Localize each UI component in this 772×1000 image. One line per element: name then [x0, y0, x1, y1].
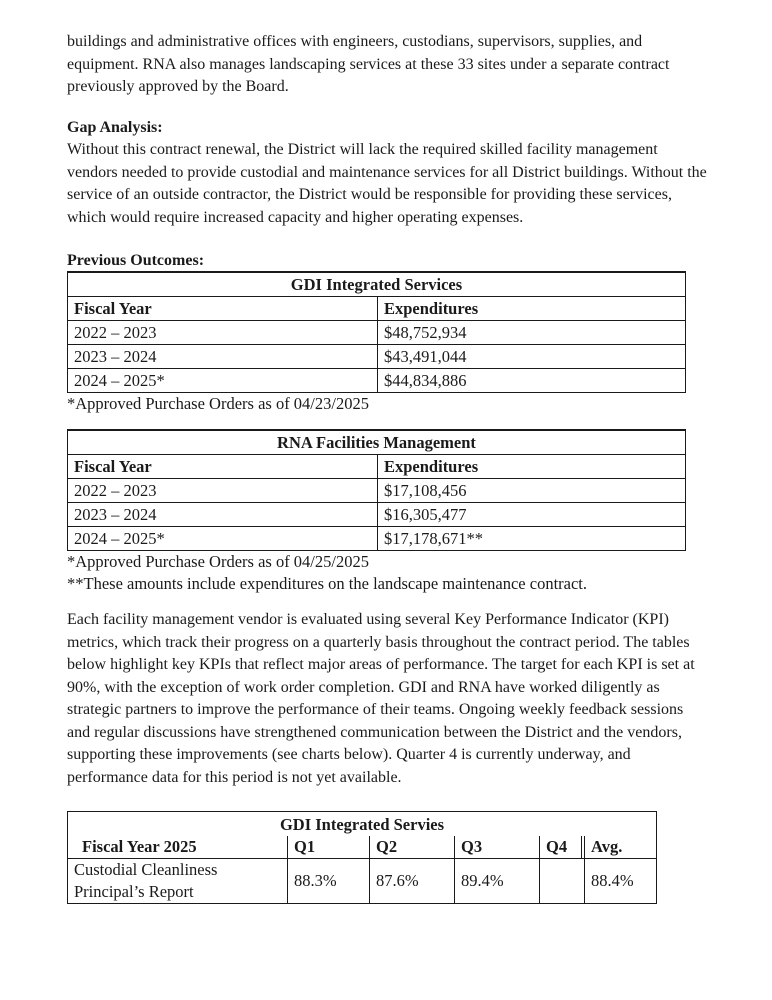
column-header-fiscal-year: Fiscal Year: [68, 297, 378, 321]
table-title-row: [68, 272, 686, 297]
table-row: [68, 345, 686, 369]
document-page: [67, 31, 707, 904]
q3-value-cell: 89.4%: [455, 859, 540, 904]
column-header-q1: Q1: [288, 836, 370, 859]
intro-paragraph: buildings and administrative offices with engineers, custodians, supervisors, supplies, and equipment. RNA also manages landscaping services at these 33 sites under a separate contract previously approved by the Board.: [67, 33, 670, 95]
expenditure-cell: $17,108,456: [378, 479, 686, 503]
table-row: [68, 321, 686, 345]
kpi-label-line-1: Custodial Cleanliness: [74, 860, 218, 879]
fiscal-year-cell: 2024 – 2025*: [68, 369, 378, 393]
gap-analysis-body: Without this contract renewal, the District will lack the required skilled facility management vendors needed to provide custodial and maintenance services for all District buildings. Without the service of an outside contractor, the District would be responsible for providing these services, which would require increased capacity and higher operating expenses.: [67, 141, 707, 226]
table-title: GDI Integrated Services: [68, 272, 686, 297]
q1-value-cell: 88.3%: [288, 859, 370, 904]
column-header-q3: Q3: [455, 836, 540, 859]
fiscal-year-cell: 2024 – 2025*: [68, 527, 378, 551]
table-row: [68, 479, 686, 503]
table-header-row: [68, 455, 686, 479]
column-header-expenditures: Expenditures: [378, 455, 686, 479]
table-header-row: [68, 297, 686, 321]
gdi-kpi-table: [67, 811, 657, 904]
column-header-avg: Avg.: [585, 836, 657, 859]
fiscal-year-cell: 2022 – 2023: [68, 479, 378, 503]
kpi-paragraph: Each facility management vendor is evaluated using several Key Performance Indicator (KPI) metrics, which track their progress on a quarterly basis throughout the contract period. The tables below highlight key KPIs that reflect major areas of performance. The target for each KPI is set at 90%, with the exception of work order completion. GDI and RNA have worked diligently as strategic partners to improve the performance of their teams. Ongoing weekly feedback sessions and regular discussions have strengthened communication between the District and the vendors, supporting these improvements (see charts below). Quarter 4 is currently underway, and performance data for this period is not yet available.: [67, 611, 695, 786]
expenditure-cell: $16,305,477: [378, 503, 686, 527]
fiscal-year-cell: 2023 – 2024: [68, 345, 378, 369]
expenditure-cell: $17,178,671**: [378, 527, 686, 551]
table-title-row: [68, 812, 657, 837]
table-row: [68, 527, 686, 551]
gdi-expenditures-table: [67, 271, 686, 393]
fiscal-year-cell: 2023 – 2024: [68, 503, 378, 527]
expenditure-cell: $43,491,044: [378, 345, 686, 369]
rna-table-footnote-1: *Approved Purchase Orders as of 04/25/2025: [67, 552, 369, 571]
column-header-expenditures: Expenditures: [378, 297, 686, 321]
expenditure-cell: $48,752,934: [378, 321, 686, 345]
column-header-q4: Q4: [540, 836, 582, 859]
kpi-label-cell: [68, 859, 288, 904]
table-header-row: [68, 836, 657, 859]
q4-value-cell: [540, 859, 585, 904]
table-row: [68, 859, 657, 904]
table-title: RNA Facilities Management: [68, 430, 686, 455]
kpi-label-line-2: Principal’s Report: [74, 882, 194, 901]
rna-expenditures-table: [67, 429, 686, 551]
column-header-fiscal-year: Fiscal Year 2025: [68, 836, 288, 859]
table-row: [68, 503, 686, 527]
previous-outcomes-heading: Previous Outcomes:: [67, 252, 205, 269]
gap-analysis-heading: Gap Analysis:: [67, 118, 163, 136]
table-title: GDI Integrated Servies: [68, 812, 657, 837]
rna-table-footnote-2: **These amounts include expenditures on the landscape maintenance contract.: [67, 574, 588, 593]
expenditure-cell: $44,834,886: [378, 369, 686, 393]
fiscal-year-cell: 2022 – 2023: [68, 321, 378, 345]
column-header-q2: Q2: [370, 836, 455, 859]
q2-value-cell: 87.6%: [370, 859, 455, 904]
avg-value-cell: 88.4%: [585, 859, 657, 904]
table-title-row: [68, 430, 686, 455]
column-header-fiscal-year: Fiscal Year: [68, 455, 378, 479]
gdi-table-footnote: *Approved Purchase Orders as of 04/23/2025: [67, 394, 369, 413]
table-row: [68, 369, 686, 393]
